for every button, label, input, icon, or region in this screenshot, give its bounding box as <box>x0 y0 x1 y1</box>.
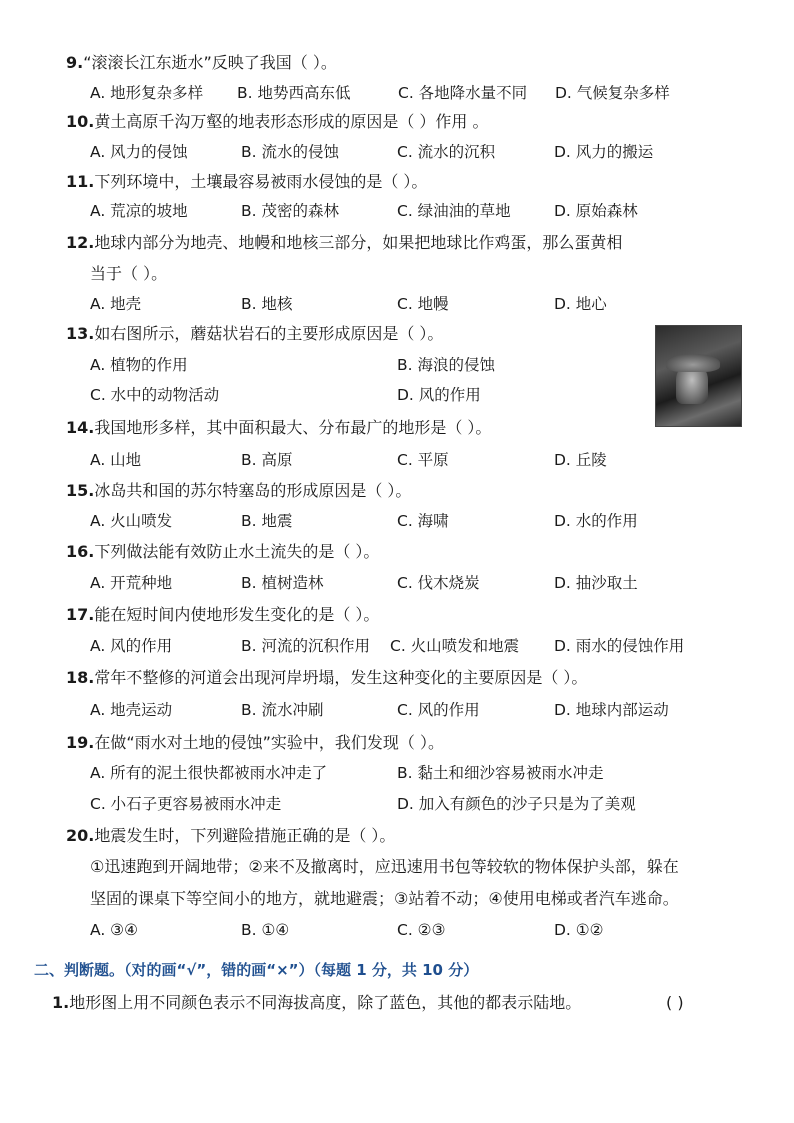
option-b[interactable]: B. 茂密的森林 <box>241 202 339 220</box>
question-text-continued: ①迅速跑到开阔地带；②来不及撤离时，应迅速用书包等较软的物体保护头部，躲在 <box>90 857 679 876</box>
option-a[interactable]: A. 地形复杂多样 <box>90 84 204 102</box>
option-a[interactable]: A. 地壳运动 <box>90 701 173 719</box>
option-b[interactable]: B. 地核 <box>241 295 293 313</box>
option-c[interactable]: C. 各地降水量不同 <box>398 84 528 102</box>
question-number: 19. <box>66 733 95 752</box>
question-text: 黄土高原千沟万壑的地表形态形成的原因是（ ）作用 。 <box>94 112 489 131</box>
option-b[interactable]: B. 植树造林 <box>241 574 324 592</box>
option-c[interactable]: C. 水中的动物活动 <box>90 386 220 404</box>
question-number: 11. <box>66 172 95 191</box>
option-b[interactable]: B. 海浪的侵蚀 <box>397 356 495 374</box>
option-c[interactable]: C. 伐木烧炭 <box>397 574 480 592</box>
question-9 <box>66 53 337 73</box>
option-a[interactable]: A. 开荒种地 <box>90 574 173 592</box>
question-text: 如右图所示，蘑菇状岩石的主要形成原因是（ ）。 <box>94 324 444 343</box>
question-20 <box>66 826 395 846</box>
option-c[interactable]: C. 地幔 <box>397 295 449 313</box>
question-text: 我国地形多样，其中面积最大、分布最广的地形是（ ）。 <box>94 418 492 437</box>
judge-item-1 <box>52 993 581 1013</box>
question-15 <box>66 481 411 501</box>
question-18 <box>66 668 587 688</box>
question-12 <box>66 233 622 253</box>
option-c[interactable]: C. 风的作用 <box>397 701 480 719</box>
question-number: 16. <box>66 542 95 561</box>
option-d[interactable]: D. 风力的搬运 <box>554 143 654 161</box>
option-a[interactable]: A. 地壳 <box>90 295 142 313</box>
question-text: 常年不整修的河道会出现河岸坍塌，发生这种变化的主要原因是（ ）。 <box>94 668 588 687</box>
option-b[interactable]: B. 地势西高东低 <box>237 84 351 102</box>
question-14 <box>66 418 491 438</box>
option-d[interactable]: D. 气候复杂多样 <box>555 84 670 102</box>
question-number: 9. <box>66 53 84 72</box>
option-d[interactable]: D. 地球内部运动 <box>554 701 669 719</box>
question-text: 能在短时间内使地形发生变化的是（ ）。 <box>94 605 380 624</box>
option-d[interactable]: D. 雨水的侵蚀作用 <box>554 637 685 655</box>
question-text: 地震发生时，下列避险措施正确的是（ ）。 <box>94 826 396 845</box>
option-a[interactable]: A. 植物的作用 <box>90 356 188 374</box>
option-a[interactable]: A. 山地 <box>90 451 142 469</box>
question-17 <box>66 605 379 625</box>
question-13 <box>66 324 443 344</box>
option-a[interactable]: A. 荒凉的坡地 <box>90 202 188 220</box>
section-title: 二、判断题。（对的画“√”，错的画“×”）（每题 1 分，共 10 分） <box>34 961 479 979</box>
question-text: 地形图上用不同颜色表示不同海拔高度，除了蓝色，其他的都表示陆地。 <box>69 993 582 1012</box>
question-16 <box>66 542 379 562</box>
answer-blank[interactable]: ( ) <box>666 993 684 1012</box>
question-text: 地球内部分为地壳、地幔和地核三部分，如果把地球比作鸡蛋，那么蛋黄相 <box>94 233 623 252</box>
question-text: 下列做法能有效防止水土流失的是（ ）。 <box>94 542 380 561</box>
question-text: “滚滚长江东逝水”反映了我国（ ）。 <box>83 53 337 72</box>
question-11 <box>66 172 427 192</box>
option-c[interactable]: C. 小石子更容易被雨水冲走 <box>90 795 282 813</box>
option-b[interactable]: B. 流水冲刷 <box>241 701 324 719</box>
question-number: 17. <box>66 605 95 624</box>
option-c[interactable]: C. 火山喷发和地震 <box>390 637 520 655</box>
option-b[interactable]: B. 黏土和细沙容易被雨水冲走 <box>397 764 604 782</box>
option-a[interactable]: A. 所有的泥土很快都被雨水冲走了 <box>90 764 328 782</box>
question-10 <box>66 112 489 132</box>
option-a[interactable]: A. 风的作用 <box>90 637 173 655</box>
question-number: 20. <box>66 826 95 845</box>
option-b[interactable]: B. 流水的侵蚀 <box>241 143 339 161</box>
option-c[interactable]: C. 平原 <box>397 451 449 469</box>
question-text: 下列环境中，土壤最容易被雨水侵蚀的是（ ）。 <box>94 172 428 191</box>
option-d[interactable]: D. 地心 <box>554 295 607 313</box>
question-number: 14. <box>66 418 95 437</box>
option-d[interactable]: D. 丘陵 <box>554 451 607 469</box>
question-text: 冰岛共和国的苏尔特塞岛的形成原因是（ ）。 <box>94 481 412 500</box>
question-text: 在做“雨水对土地的侵蚀”实验中，我们发现（ ）。 <box>94 733 445 752</box>
question-number: 12. <box>66 233 95 252</box>
option-c[interactable]: C. 流水的沉积 <box>397 143 496 161</box>
option-c[interactable]: C. 海啸 <box>397 512 449 530</box>
question-19 <box>66 733 444 753</box>
option-b[interactable]: B. 高原 <box>241 451 293 469</box>
option-b[interactable]: B. ①④ <box>241 921 290 939</box>
option-b[interactable]: B. 河流的沉积作用 <box>241 637 370 655</box>
mushroom-rock-photo <box>655 325 742 427</box>
option-a[interactable]: A. 风力的侵蚀 <box>90 143 188 161</box>
option-d[interactable]: D. 抽沙取土 <box>554 574 638 592</box>
question-number: 18. <box>66 668 95 687</box>
option-d[interactable]: D. 加入有颜色的沙子只是为了美观 <box>397 795 636 813</box>
question-number: 1. <box>52 993 70 1012</box>
option-d[interactable]: D. 原始森林 <box>554 202 638 220</box>
question-number: 13. <box>66 324 95 343</box>
option-c[interactable]: C. ②③ <box>397 921 446 939</box>
question-text-continued-2: 坚固的课桌下等空间小的地方，就地避震；③站着不动；④使用电梯或者汽车逃命。 <box>90 889 679 908</box>
option-d[interactable]: D. ①② <box>554 921 604 939</box>
question-number: 15. <box>66 481 95 500</box>
rock-cap-shape <box>666 354 720 372</box>
option-a[interactable]: A. ③④ <box>90 921 138 939</box>
option-c[interactable]: C. 绿油油的草地 <box>397 202 511 220</box>
question-number: 10. <box>66 112 95 131</box>
option-d[interactable]: D. 水的作用 <box>554 512 638 530</box>
option-d[interactable]: D. 风的作用 <box>397 386 481 404</box>
option-a[interactable]: A. 火山喷发 <box>90 512 173 530</box>
question-text-continued: 当于（ ）。 <box>90 264 168 283</box>
option-b[interactable]: B. 地震 <box>241 512 293 530</box>
